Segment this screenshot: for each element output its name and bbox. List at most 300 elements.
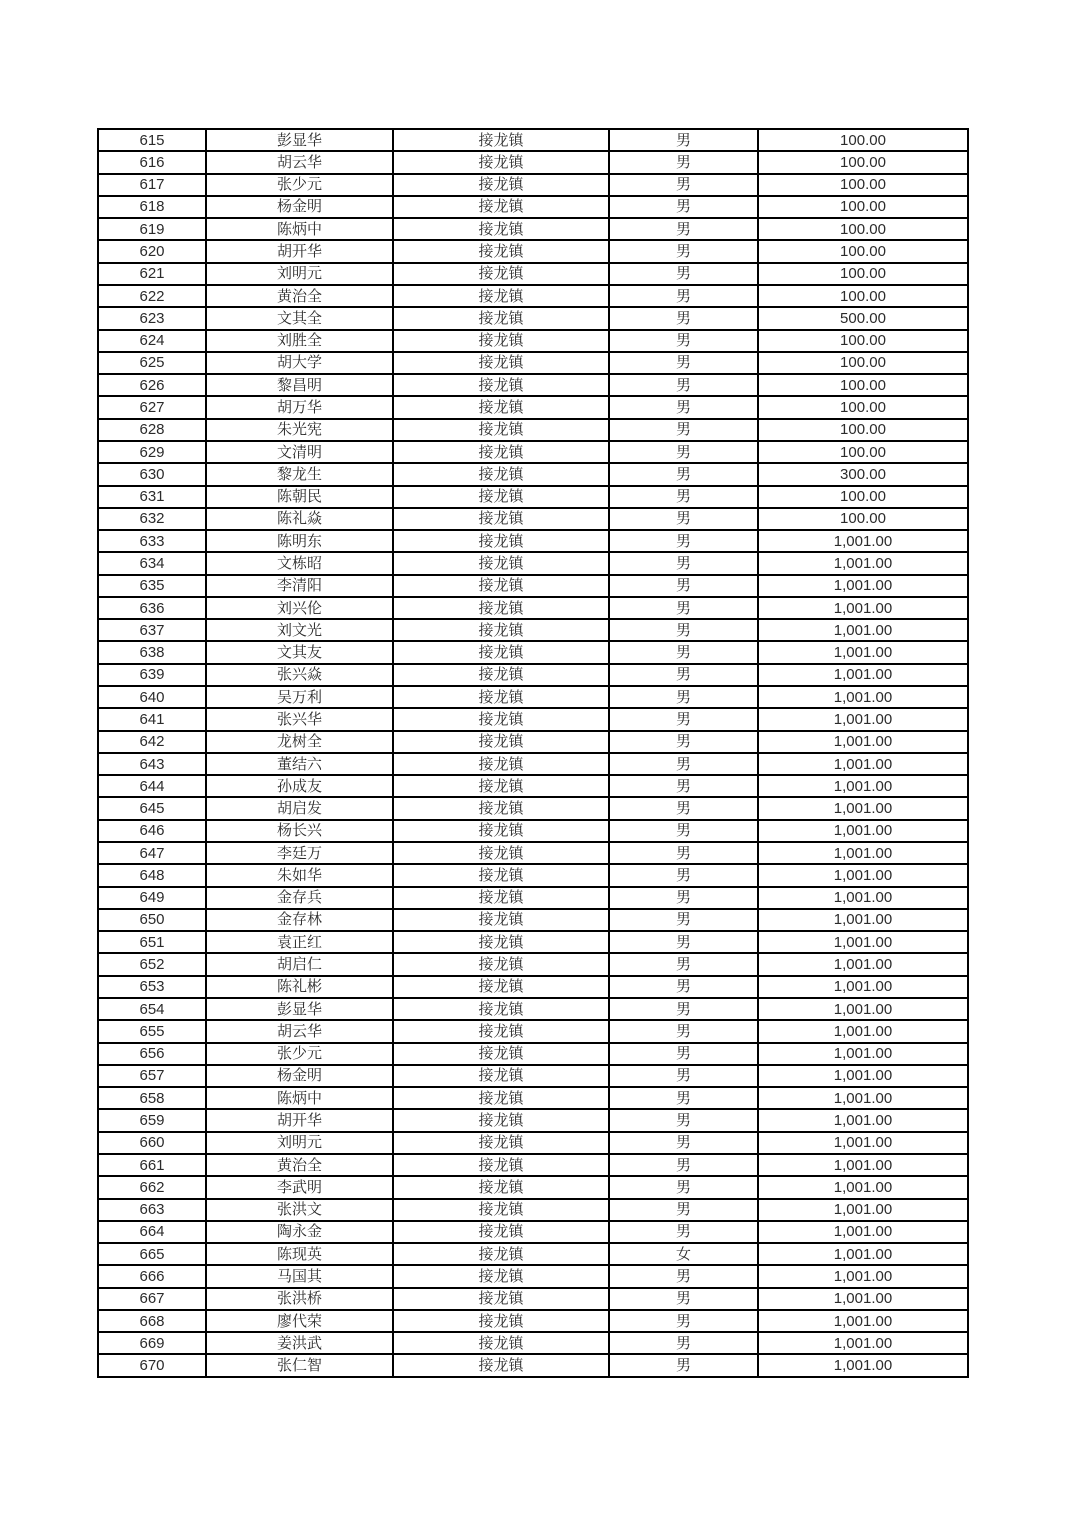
table-row — [98, 1087, 968, 1109]
table-row — [98, 998, 968, 1020]
row-number-cell: 638 — [98, 641, 206, 663]
name-cell: 彭显华 — [206, 129, 393, 151]
name-cell: 马国其 — [206, 1265, 393, 1287]
row-number-cell: 668 — [98, 1310, 206, 1332]
gender-cell: 男 — [609, 374, 758, 396]
town-cell: 接龙镇 — [393, 619, 609, 641]
table-row — [98, 174, 968, 196]
gender-cell: 男 — [609, 396, 758, 418]
amount-cell: 1,001.00 — [758, 1154, 968, 1176]
town-cell: 接龙镇 — [393, 864, 609, 886]
town-cell: 接龙镇 — [393, 174, 609, 196]
row-number-cell: 644 — [98, 775, 206, 797]
gender-cell: 男 — [609, 887, 758, 909]
amount-cell: 1,001.00 — [758, 708, 968, 730]
gender-cell: 男 — [609, 419, 758, 441]
name-cell: 袁正红 — [206, 931, 393, 953]
town-cell: 接龙镇 — [393, 575, 609, 597]
table-row — [98, 263, 968, 285]
town-cell: 接龙镇 — [393, 664, 609, 686]
amount-cell: 1,001.00 — [758, 1310, 968, 1332]
row-number-cell: 636 — [98, 597, 206, 619]
name-cell: 刘文光 — [206, 619, 393, 641]
name-cell: 刘明元 — [206, 263, 393, 285]
amount-cell: 1,001.00 — [758, 1065, 968, 1087]
gender-cell: 男 — [609, 842, 758, 864]
name-cell: 张仁智 — [206, 1354, 393, 1377]
gender-cell: 男 — [609, 486, 758, 508]
row-number-cell: 645 — [98, 797, 206, 819]
table-row — [98, 909, 968, 931]
town-cell: 接龙镇 — [393, 797, 609, 819]
gender-cell: 男 — [609, 1176, 758, 1198]
gender-cell: 男 — [609, 463, 758, 485]
town-cell: 接龙镇 — [393, 396, 609, 418]
town-cell: 接龙镇 — [393, 731, 609, 753]
town-cell: 接龙镇 — [393, 352, 609, 374]
town-cell: 接龙镇 — [393, 330, 609, 352]
amount-cell: 1,001.00 — [758, 976, 968, 998]
table-row — [98, 864, 968, 886]
town-cell: 接龙镇 — [393, 1087, 609, 1109]
gender-cell: 男 — [609, 864, 758, 886]
town-cell: 接龙镇 — [393, 1354, 609, 1377]
row-number-cell: 620 — [98, 240, 206, 262]
amount-cell: 300.00 — [758, 463, 968, 485]
town-cell: 接龙镇 — [393, 1065, 609, 1087]
table-row — [98, 686, 968, 708]
town-cell: 接龙镇 — [393, 1109, 609, 1131]
row-number-cell: 629 — [98, 441, 206, 463]
gender-cell: 男 — [609, 552, 758, 574]
gender-cell: 男 — [609, 1020, 758, 1042]
name-cell: 陈朝民 — [206, 486, 393, 508]
row-number-cell: 665 — [98, 1243, 206, 1265]
row-number-cell: 635 — [98, 575, 206, 597]
amount-cell: 100.00 — [758, 441, 968, 463]
town-cell: 接龙镇 — [393, 463, 609, 485]
table-row — [98, 419, 968, 441]
name-cell: 黎龙生 — [206, 463, 393, 485]
table-row — [98, 1132, 968, 1154]
table-row — [98, 1176, 968, 1198]
table-row — [98, 976, 968, 998]
gender-cell: 男 — [609, 1154, 758, 1176]
name-cell: 彭显华 — [206, 998, 393, 1020]
table-row — [98, 887, 968, 909]
name-cell: 张兴华 — [206, 708, 393, 730]
gender-cell: 男 — [609, 1221, 758, 1243]
gender-cell: 男 — [609, 1087, 758, 1109]
row-number-cell: 640 — [98, 686, 206, 708]
table-row — [98, 508, 968, 530]
town-cell: 接龙镇 — [393, 708, 609, 730]
town-cell: 接龙镇 — [393, 887, 609, 909]
row-number-cell: 627 — [98, 396, 206, 418]
name-cell: 陈炳中 — [206, 218, 393, 240]
gender-cell: 男 — [609, 775, 758, 797]
name-cell: 朱光宪 — [206, 419, 393, 441]
table-row — [98, 1109, 968, 1131]
amount-cell: 100.00 — [758, 285, 968, 307]
row-number-cell: 637 — [98, 619, 206, 641]
row-number-cell: 624 — [98, 330, 206, 352]
row-number-cell: 662 — [98, 1176, 206, 1198]
amount-cell: 100.00 — [758, 151, 968, 173]
amount-cell: 1,001.00 — [758, 931, 968, 953]
name-cell: 胡云华 — [206, 151, 393, 173]
gender-cell: 男 — [609, 129, 758, 151]
amount-cell: 1,001.00 — [758, 1221, 968, 1243]
name-cell: 刘兴伦 — [206, 597, 393, 619]
name-cell: 金存兵 — [206, 887, 393, 909]
name-cell: 杨长兴 — [206, 820, 393, 842]
row-number-cell: 621 — [98, 263, 206, 285]
town-cell: 接龙镇 — [393, 820, 609, 842]
row-number-cell: 618 — [98, 196, 206, 218]
table-row — [98, 285, 968, 307]
table-row — [98, 1154, 968, 1176]
table-row — [98, 374, 968, 396]
row-number-cell: 631 — [98, 486, 206, 508]
name-cell: 黄治全 — [206, 1154, 393, 1176]
name-cell: 黄治全 — [206, 285, 393, 307]
amount-cell: 1,001.00 — [758, 552, 968, 574]
town-cell: 接龙镇 — [393, 486, 609, 508]
table-row — [98, 196, 968, 218]
gender-cell: 男 — [609, 1109, 758, 1131]
amount-cell: 100.00 — [758, 352, 968, 374]
name-cell: 张洪桥 — [206, 1288, 393, 1310]
row-number-cell: 659 — [98, 1109, 206, 1131]
town-cell: 接龙镇 — [393, 1288, 609, 1310]
name-cell: 陈礼彬 — [206, 976, 393, 998]
amount-cell: 100.00 — [758, 396, 968, 418]
name-cell: 张少元 — [206, 1043, 393, 1065]
table-row — [98, 1065, 968, 1087]
gender-cell: 男 — [609, 597, 758, 619]
table-row — [98, 1199, 968, 1221]
row-number-cell: 647 — [98, 842, 206, 864]
row-number-cell: 652 — [98, 953, 206, 975]
row-number-cell: 633 — [98, 530, 206, 552]
table-row — [98, 396, 968, 418]
town-cell: 接龙镇 — [393, 218, 609, 240]
town-cell: 接龙镇 — [393, 508, 609, 530]
name-cell: 陈明东 — [206, 530, 393, 552]
gender-cell: 男 — [609, 307, 758, 329]
table-row — [98, 441, 968, 463]
table-row — [98, 463, 968, 485]
gender-cell: 男 — [609, 508, 758, 530]
row-number-cell: 649 — [98, 887, 206, 909]
row-number-cell: 619 — [98, 218, 206, 240]
table-row — [98, 218, 968, 240]
table-row — [98, 1243, 968, 1265]
town-cell: 接龙镇 — [393, 1176, 609, 1198]
town-cell: 接龙镇 — [393, 196, 609, 218]
gender-cell: 男 — [609, 151, 758, 173]
amount-cell: 100.00 — [758, 218, 968, 240]
table-row — [98, 575, 968, 597]
town-cell: 接龙镇 — [393, 775, 609, 797]
amount-cell: 1,001.00 — [758, 1043, 968, 1065]
gender-cell: 男 — [609, 619, 758, 641]
name-cell: 胡启发 — [206, 797, 393, 819]
gender-cell: 男 — [609, 441, 758, 463]
town-cell: 接龙镇 — [393, 1020, 609, 1042]
gender-cell: 男 — [609, 731, 758, 753]
table-row — [98, 330, 968, 352]
amount-cell: 1,001.00 — [758, 731, 968, 753]
amount-cell: 1,001.00 — [758, 775, 968, 797]
table-row — [98, 708, 968, 730]
name-cell: 陈现英 — [206, 1243, 393, 1265]
name-cell: 文其全 — [206, 307, 393, 329]
gender-cell: 男 — [609, 1332, 758, 1354]
row-number-cell: 623 — [98, 307, 206, 329]
gender-cell: 男 — [609, 931, 758, 953]
table-row — [98, 1310, 968, 1332]
amount-cell: 1,001.00 — [758, 1243, 968, 1265]
table-row — [98, 953, 968, 975]
row-number-cell: 670 — [98, 1354, 206, 1377]
amount-cell: 1,001.00 — [758, 797, 968, 819]
name-cell: 朱如华 — [206, 864, 393, 886]
amount-cell: 100.00 — [758, 196, 968, 218]
table-body — [98, 129, 968, 1377]
row-number-cell: 654 — [98, 998, 206, 1020]
town-cell: 接龙镇 — [393, 129, 609, 151]
amount-cell: 500.00 — [758, 307, 968, 329]
name-cell: 李武明 — [206, 1176, 393, 1198]
gender-cell: 男 — [609, 953, 758, 975]
name-cell: 陶永金 — [206, 1221, 393, 1243]
gender-cell: 男 — [609, 820, 758, 842]
town-cell: 接龙镇 — [393, 641, 609, 663]
amount-cell: 1,001.00 — [758, 1288, 968, 1310]
gender-cell: 男 — [609, 708, 758, 730]
gender-cell: 男 — [609, 263, 758, 285]
name-cell: 李清阳 — [206, 575, 393, 597]
row-number-cell: 661 — [98, 1154, 206, 1176]
row-number-cell: 663 — [98, 1199, 206, 1221]
row-number-cell: 630 — [98, 463, 206, 485]
amount-cell: 1,001.00 — [758, 820, 968, 842]
table-row — [98, 664, 968, 686]
name-cell: 金存林 — [206, 909, 393, 931]
table-row — [98, 486, 968, 508]
name-cell: 胡大学 — [206, 352, 393, 374]
name-cell: 胡云华 — [206, 1020, 393, 1042]
name-cell: 文栋昭 — [206, 552, 393, 574]
name-cell: 张少元 — [206, 174, 393, 196]
town-cell: 接龙镇 — [393, 1043, 609, 1065]
town-cell: 接龙镇 — [393, 686, 609, 708]
row-number-cell: 625 — [98, 352, 206, 374]
amount-cell: 1,001.00 — [758, 909, 968, 931]
town-cell: 接龙镇 — [393, 374, 609, 396]
gender-cell: 男 — [609, 686, 758, 708]
row-number-cell: 634 — [98, 552, 206, 574]
town-cell: 接龙镇 — [393, 240, 609, 262]
amount-cell: 1,001.00 — [758, 1199, 968, 1221]
row-number-cell: 643 — [98, 753, 206, 775]
name-cell: 吴万利 — [206, 686, 393, 708]
row-number-cell: 650 — [98, 909, 206, 931]
table-row — [98, 775, 968, 797]
name-cell: 陈礼焱 — [206, 508, 393, 530]
amount-cell: 100.00 — [758, 419, 968, 441]
town-cell: 接龙镇 — [393, 263, 609, 285]
table-row — [98, 753, 968, 775]
row-number-cell: 639 — [98, 664, 206, 686]
town-cell: 接龙镇 — [393, 530, 609, 552]
name-cell: 文其友 — [206, 641, 393, 663]
table-row — [98, 1288, 968, 1310]
amount-cell: 1,001.00 — [758, 641, 968, 663]
table-row — [98, 1354, 968, 1377]
town-cell: 接龙镇 — [393, 953, 609, 975]
gender-cell: 男 — [609, 1065, 758, 1087]
name-cell: 姜洪武 — [206, 1332, 393, 1354]
name-cell: 陈炳中 — [206, 1087, 393, 1109]
name-cell: 刘胜全 — [206, 330, 393, 352]
name-cell: 张兴焱 — [206, 664, 393, 686]
gender-cell: 男 — [609, 285, 758, 307]
name-cell: 孙成友 — [206, 775, 393, 797]
row-number-cell: 626 — [98, 374, 206, 396]
row-number-cell: 667 — [98, 1288, 206, 1310]
amount-cell: 1,001.00 — [758, 842, 968, 864]
row-number-cell: 655 — [98, 1020, 206, 1042]
gender-cell: 男 — [609, 1199, 758, 1221]
town-cell: 接龙镇 — [393, 753, 609, 775]
row-number-cell: 651 — [98, 931, 206, 953]
row-number-cell: 628 — [98, 419, 206, 441]
row-number-cell: 669 — [98, 1332, 206, 1354]
table-row — [98, 597, 968, 619]
gender-cell: 男 — [609, 797, 758, 819]
table-row — [98, 129, 968, 151]
name-cell: 胡启仁 — [206, 953, 393, 975]
row-number-cell: 656 — [98, 1043, 206, 1065]
amount-cell: 1,001.00 — [758, 1332, 968, 1354]
table-row — [98, 1221, 968, 1243]
gender-cell: 男 — [609, 530, 758, 552]
table-row — [98, 820, 968, 842]
gender-cell: 男 — [609, 909, 758, 931]
gender-cell: 男 — [609, 174, 758, 196]
name-cell: 廖代荣 — [206, 1310, 393, 1332]
town-cell: 接龙镇 — [393, 1132, 609, 1154]
table-row — [98, 151, 968, 173]
town-cell: 接龙镇 — [393, 1332, 609, 1354]
table-row — [98, 307, 968, 329]
amount-cell: 1,001.00 — [758, 530, 968, 552]
amount-cell: 100.00 — [758, 129, 968, 151]
gender-cell: 男 — [609, 1265, 758, 1287]
amount-cell: 100.00 — [758, 174, 968, 196]
amount-cell: 1,001.00 — [758, 1087, 968, 1109]
amount-cell: 1,001.00 — [758, 597, 968, 619]
amount-cell: 1,001.00 — [758, 1132, 968, 1154]
town-cell: 接龙镇 — [393, 285, 609, 307]
table-row — [98, 1332, 968, 1354]
row-number-cell: 664 — [98, 1221, 206, 1243]
payment-roster-table — [97, 128, 969, 1378]
town-cell: 接龙镇 — [393, 552, 609, 574]
gender-cell: 男 — [609, 753, 758, 775]
amount-cell: 100.00 — [758, 263, 968, 285]
amount-cell: 1,001.00 — [758, 664, 968, 686]
row-number-cell: 616 — [98, 151, 206, 173]
amount-cell: 1,001.00 — [758, 686, 968, 708]
amount-cell: 1,001.00 — [758, 864, 968, 886]
amount-cell: 100.00 — [758, 486, 968, 508]
gender-cell: 男 — [609, 976, 758, 998]
table-row — [98, 352, 968, 374]
name-cell: 董结六 — [206, 753, 393, 775]
row-number-cell: 666 — [98, 1265, 206, 1287]
amount-cell: 1,001.00 — [758, 887, 968, 909]
row-number-cell: 648 — [98, 864, 206, 886]
row-number-cell: 632 — [98, 508, 206, 530]
gender-cell: 男 — [609, 575, 758, 597]
name-cell: 黎昌明 — [206, 374, 393, 396]
town-cell: 接龙镇 — [393, 1221, 609, 1243]
amount-cell: 1,001.00 — [758, 753, 968, 775]
town-cell: 接龙镇 — [393, 151, 609, 173]
table-row — [98, 1265, 968, 1287]
gender-cell: 男 — [609, 1043, 758, 1065]
gender-cell: 男 — [609, 664, 758, 686]
town-cell: 接龙镇 — [393, 597, 609, 619]
row-number-cell: 646 — [98, 820, 206, 842]
table-row — [98, 731, 968, 753]
name-cell: 胡开华 — [206, 1109, 393, 1131]
gender-cell: 男 — [609, 998, 758, 1020]
gender-cell: 男 — [609, 1354, 758, 1377]
gender-cell: 男 — [609, 1132, 758, 1154]
town-cell: 接龙镇 — [393, 1265, 609, 1287]
amount-cell: 1,001.00 — [758, 1265, 968, 1287]
row-number-cell: 660 — [98, 1132, 206, 1154]
table-row — [98, 240, 968, 262]
amount-cell: 100.00 — [758, 508, 968, 530]
amount-cell: 1,001.00 — [758, 575, 968, 597]
gender-cell: 男 — [609, 641, 758, 663]
row-number-cell: 653 — [98, 976, 206, 998]
amount-cell: 1,001.00 — [758, 1176, 968, 1198]
gender-cell: 男 — [609, 240, 758, 262]
gender-cell: 男 — [609, 352, 758, 374]
table-row — [98, 797, 968, 819]
name-cell: 胡万华 — [206, 396, 393, 418]
town-cell: 接龙镇 — [393, 998, 609, 1020]
town-cell: 接龙镇 — [393, 1199, 609, 1221]
town-cell: 接龙镇 — [393, 976, 609, 998]
town-cell: 接龙镇 — [393, 419, 609, 441]
table-row — [98, 842, 968, 864]
table-row — [98, 530, 968, 552]
name-cell: 刘明元 — [206, 1132, 393, 1154]
name-cell: 胡开华 — [206, 240, 393, 262]
town-cell: 接龙镇 — [393, 1243, 609, 1265]
town-cell: 接龙镇 — [393, 1154, 609, 1176]
amount-cell: 1,001.00 — [758, 1109, 968, 1131]
gender-cell: 男 — [609, 330, 758, 352]
